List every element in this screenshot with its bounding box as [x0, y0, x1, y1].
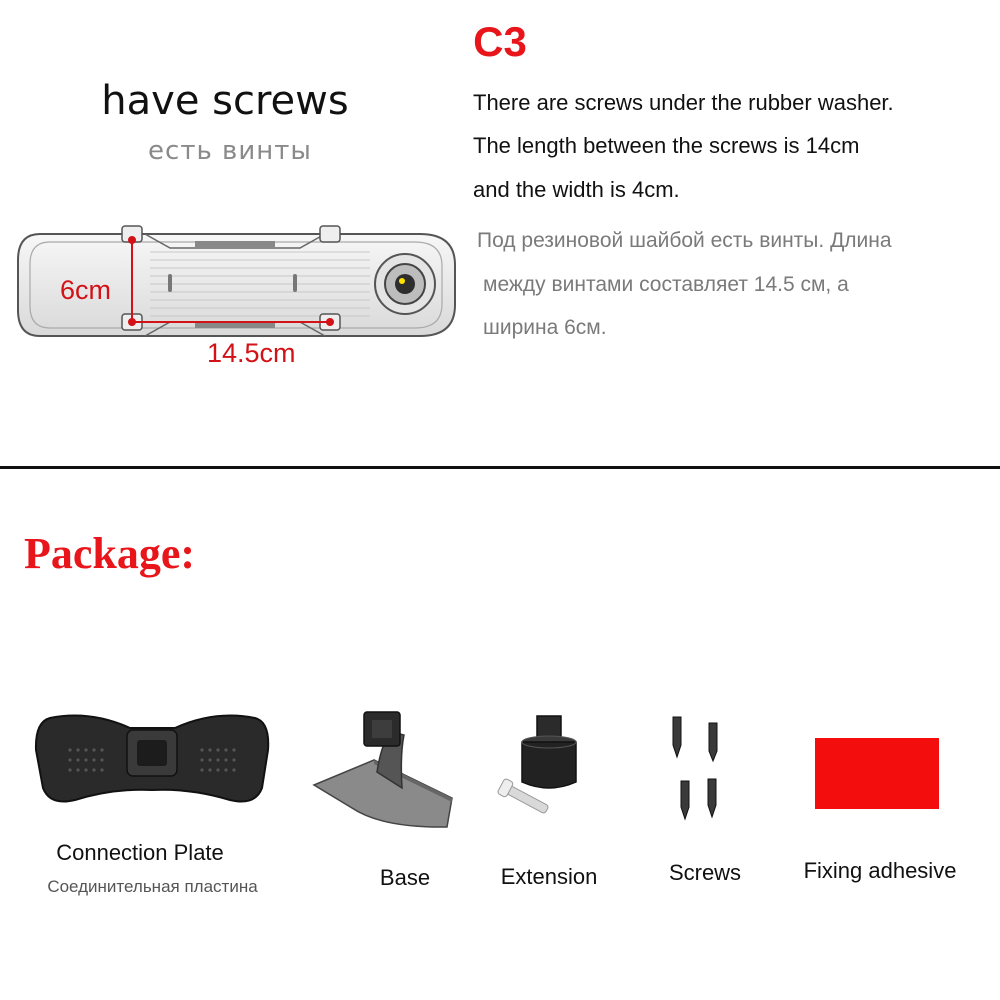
base-label: Base: [379, 865, 431, 890]
fixing-adhesive-label: Fixing adhesive: [803, 858, 957, 883]
desc-en-line-3: and the width is 4cm.: [473, 177, 680, 202]
package-title: Package:: [24, 529, 196, 578]
screws-image: [660, 715, 730, 825]
desc-en-line-1: There are screws under the rubber washer.: [473, 90, 894, 115]
screws-label: Screws: [668, 860, 742, 885]
desc-ru-line-2: между винтами составляет 14.5 см, а: [483, 273, 849, 296]
connection-plate-image: [30, 710, 275, 810]
connection-plate-label: Connection Plate: [56, 840, 224, 865]
extension-label: Extension: [500, 864, 598, 889]
desc-ru-line-1: Под резиновой шайбой есть винты. Длина: [477, 229, 892, 252]
section-divider: [0, 466, 1000, 469]
height-dimension-label: 6cm: [60, 275, 112, 305]
model-title: C3: [473, 18, 527, 65]
width-dimension-label: 14.5cm: [207, 338, 296, 368]
have-screws-title-ru: есть винты: [148, 136, 312, 166]
base-mount-image: [312, 710, 462, 830]
extension-image: [495, 710, 595, 830]
connection-plate-sublabel: Соединительная пластина: [47, 877, 258, 896]
desc-en-line-2: The length between the screws is 14cm: [473, 133, 860, 158]
have-screws-title: have screws: [101, 78, 349, 124]
adhesive-pad-image: [815, 738, 939, 809]
camera-lens-icon: [375, 254, 435, 314]
desc-ru-line-3: ширина 6см.: [483, 316, 607, 339]
